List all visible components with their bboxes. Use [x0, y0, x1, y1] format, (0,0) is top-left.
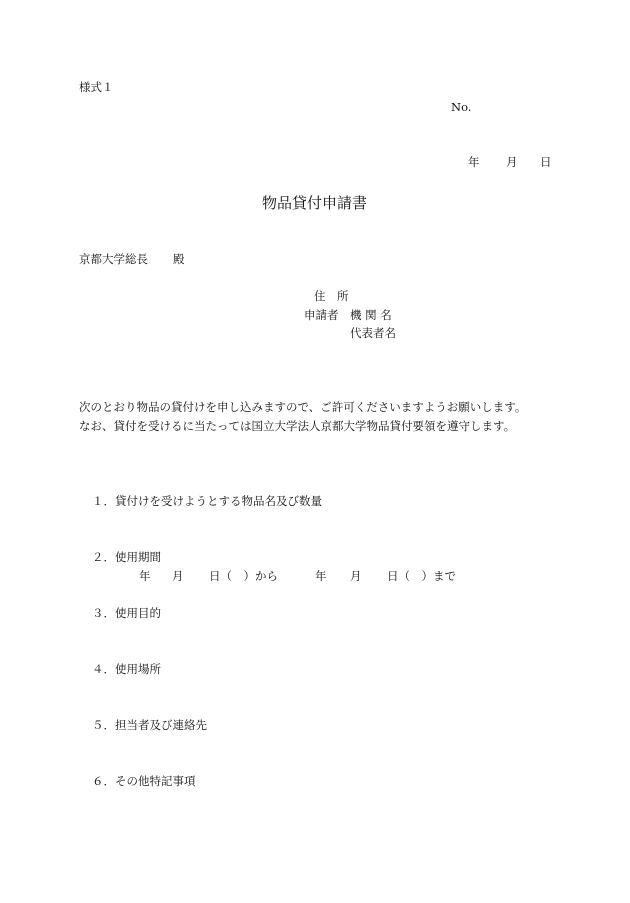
- period-from-year: 年: [139, 569, 151, 583]
- item-number: ４．: [92, 662, 115, 676]
- number-label: No.: [451, 100, 472, 114]
- period-from-month: 月: [172, 569, 184, 583]
- item-label: 貸付けを受けようとする物品名及び数量: [115, 494, 322, 508]
- period-from-day: 日（ ）から: [209, 569, 278, 583]
- document-title: 物品貸付申請書: [262, 194, 368, 212]
- period-to-year: 年: [315, 569, 327, 583]
- item-number: ５．: [92, 718, 115, 732]
- date-month-label: 月: [506, 155, 518, 169]
- item-number: ６．: [92, 774, 115, 788]
- item-label: 担当者及び連絡先: [115, 718, 207, 732]
- date-year-label: 年: [468, 155, 480, 169]
- body-line-2: なお、貸付を受けるに当たっては国立大学法人京都大学物品貸付要領を遵守します。: [79, 419, 516, 433]
- applicant-rep-label: 代表者名: [350, 326, 396, 340]
- item-label: その他特記事項: [115, 774, 196, 788]
- addressee-name: 京都大学総長: [79, 252, 148, 266]
- addressee-honorific: 殿: [173, 252, 185, 266]
- item-number: ２．: [92, 550, 115, 564]
- body-line-1: 次のとおり物品の貸付けを申し込みますので、ご許可くださいますようお願いします。: [79, 400, 527, 414]
- item-number: ３．: [92, 606, 115, 620]
- applicant-org-label: 機 関 名: [350, 308, 392, 322]
- applicant-address-label: 住 所: [314, 289, 349, 303]
- item-label: 使用場所: [115, 662, 161, 676]
- date-day-label: 日: [540, 155, 552, 169]
- form-label: 様式１: [79, 80, 114, 94]
- item-label: 使用目的: [115, 606, 161, 620]
- item-number: １．: [92, 494, 115, 508]
- period-to-day: 日（ ）まで: [387, 569, 456, 583]
- applicant-role-label: 申請者: [304, 308, 339, 322]
- period-to-month: 月: [350, 569, 362, 583]
- item-label: 使用期間: [115, 550, 161, 564]
